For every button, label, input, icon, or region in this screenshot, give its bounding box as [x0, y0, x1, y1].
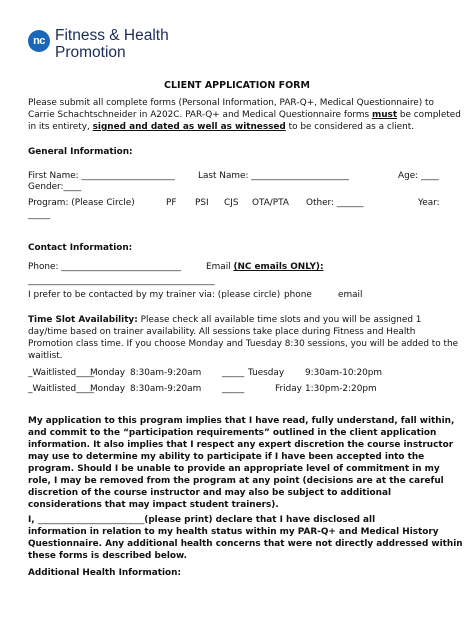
email-label: [206, 261, 324, 273]
intro-line-1: Please submit all complete forms (Personal Information, PAR-Q+, Medical Questionnaire) to: [28, 98, 434, 108]
intro-line-3-start: in its entirety,: [28, 122, 93, 132]
commitment-line-5: program. Should I be unable to provide an appropriate level of commitment in my: [28, 464, 440, 474]
slot-check-3[interactable]: _Waitlisted____: [28, 384, 94, 394]
contact-option-phone[interactable]: phone: [284, 290, 312, 300]
contact-option-email[interactable]: email: [338, 290, 363, 300]
program-option-ota-pta[interactable]: OTA/PTA: [252, 198, 289, 208]
commitment-line-2: and commit to the “participation requirements” outlined in the client application: [28, 428, 437, 438]
email-label-text: Email: [206, 262, 234, 272]
slot-check-1[interactable]: _Waitlisted____: [28, 368, 94, 378]
slot-check-4[interactable]: _____: [222, 384, 245, 394]
intro-line-2-end: be completed: [397, 110, 461, 120]
declaration-i: I,: [28, 515, 38, 525]
timeslot-heading: Time Slot Availability:: [28, 315, 138, 325]
timeslot-line-2: day/time based on trainer availability. All sessions take place during Fitness and Health: [28, 327, 416, 337]
declaration-line-1-text: (please print) declare that I have disclosed all: [144, 515, 376, 525]
declaration-line-2: information in relation to my health status within my PAR-Q+ and Medical History: [28, 527, 439, 537]
logo-line-1: Fitness & Health: [55, 27, 169, 44]
first-name-field[interactable]: First Name: _____________________: [28, 171, 175, 181]
additional-heading: Additional Health Information:: [28, 568, 182, 578]
commitment-line-4: may use to determine my ability to participate if I have been accepted into the: [28, 452, 425, 462]
intro-must: must: [371, 110, 398, 120]
declaration-name-field[interactable]: ________________________: [37, 515, 145, 525]
timeslot-line-3: Promotion class time. If you choose Monday and Tuesday 8:30 sessions, you will be added to the: [28, 339, 459, 349]
commitment-line-7: discretion of the course instructor and may also be subject to additional: [28, 488, 391, 498]
slot-day-1: Monday: [90, 368, 126, 378]
commitment-line-8: considerations that may impact student trainers).: [28, 500, 279, 510]
gender-field[interactable]: Gender:____: [28, 182, 82, 192]
program-option-pf[interactable]: PF: [166, 198, 177, 208]
year-field[interactable]: _____: [28, 210, 51, 220]
slot-time-4: 1:30pm-2:20pm: [305, 384, 377, 394]
declaration-line-4: these forms is described below.: [28, 551, 188, 561]
commitment-line-1: My application to this program implies that I have read, fully understand, fall within,: [28, 416, 455, 426]
commitment-line-3: information. It also implies that I respect any expert discretion the course instructor: [28, 440, 454, 450]
intro-line-3: [28, 121, 414, 133]
year-label: Year:: [418, 198, 440, 208]
slot-day-2: Tuesday: [248, 368, 285, 378]
form-title: CLIENT APPLICATION FORM: [164, 80, 310, 91]
intro-line-3-end: to be considered as a client.: [285, 122, 415, 132]
timeslot-line-4: waitlist.: [28, 351, 63, 361]
intro-line-2: [28, 109, 461, 121]
intro-signed-dated: signed and dated as well as witnessed: [92, 122, 286, 132]
logo-wordmark: [55, 28, 169, 61]
timeslot-line-1-text: Please check all available time slots and you will be assigned 1: [137, 315, 422, 325]
commitment-line-6: role, I may be removed from the program at any point (decisions are at the careful: [28, 476, 444, 486]
slot-day-4: Friday: [275, 384, 302, 394]
general-heading: General Information:: [28, 147, 133, 157]
declaration-line-1: [28, 514, 375, 526]
email-field[interactable]: __________________________________________: [28, 276, 215, 286]
phone-field[interactable]: Phone: ___________________________: [28, 262, 182, 272]
declaration-line-3: Questionnaire. Any additional health concerns that were not directly addressed within: [28, 539, 463, 549]
intro-line-2-start: Carrie Schachtschneider in A202C. PAR-Q+ and Medical Questionnaire forms: [28, 110, 372, 120]
contact-heading: Contact Information:: [28, 243, 133, 253]
program-label: Program: (Please Circle): [28, 198, 135, 208]
slot-time-3: 8:30am-9:20am: [130, 384, 202, 394]
program-other-field[interactable]: Other: ______: [306, 198, 364, 208]
slot-day-3: Monday: [90, 384, 126, 394]
last-name-field[interactable]: Last Name: ______________________: [198, 171, 349, 181]
program-option-cjs[interactable]: CJS: [224, 198, 239, 208]
slot-check-2[interactable]: _____: [222, 368, 245, 378]
slot-time-1: 8:30am-9:20am: [130, 368, 202, 378]
logo-badge: nc: [28, 30, 50, 52]
age-field[interactable]: Age: ____: [398, 171, 439, 181]
logo-line-2: Promotion: [55, 43, 126, 61]
contact-preference-label: I prefer to be contacted by my trainer via: (please circle): [28, 290, 281, 300]
slot-time-2: 9:30am-10:20pm: [305, 368, 383, 378]
timeslot-line-1: [28, 314, 421, 326]
email-note: (NC emails ONLY):: [233, 262, 324, 272]
program-option-psi[interactable]: PSI: [195, 198, 209, 208]
